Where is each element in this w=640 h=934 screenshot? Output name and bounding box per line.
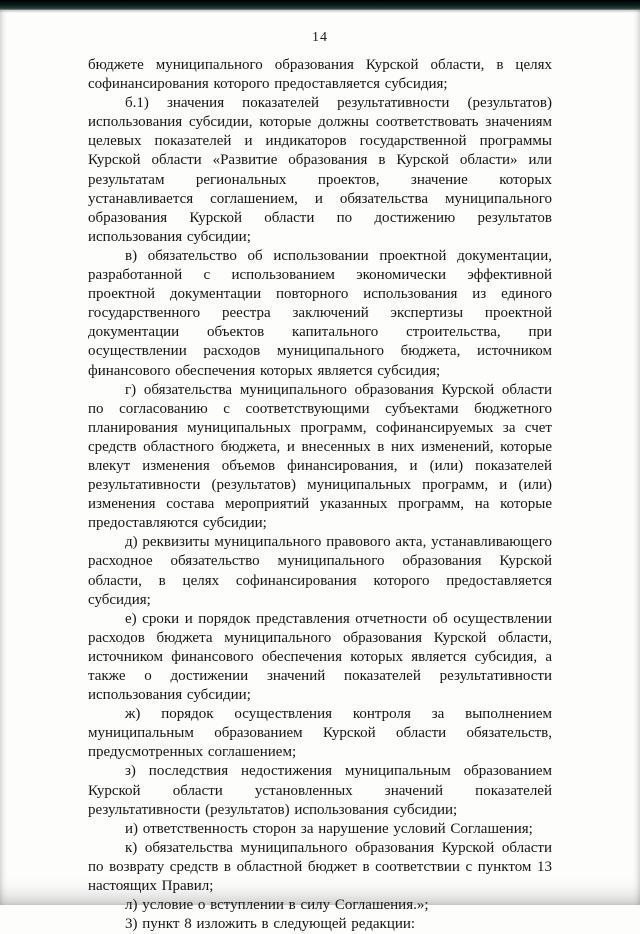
paragraph-item-3: 3) пункт 8 изложить в следующей редакции: bbox=[125, 916, 416, 933]
scan-edge-artifact bbox=[0, 0, 640, 10]
paragraph-item-z: з) последствия недостижения муниципальным образованием Курской области установленных значений показателей результативности (результатов) использования субсидии; bbox=[88, 763, 552, 818]
paragraph-item-d: д) реквизиты муниципального правового акта, устанавливающего расходное обязательство муниципального образования Курской области, в целях софинансирования которого предоставляется субсидия; bbox=[88, 534, 552, 608]
paragraph-item-k: к) обязательства муниципального образования Курской области по возврату средств в областной бюджет в соответствии с пунктом 13 настоящих Правил; bbox=[88, 839, 552, 895]
paragraph-item-zh: ж) порядок осуществления контроля за выполнением муниципальным образованием Курской области обязательств, предусмотренных соглашением; bbox=[88, 706, 552, 761]
paragraph-item-g: г) обязательства муниципального образования Курской области по согласованию с соответствующими субъектами бюджетного планирования муниципальных программ, софинансируемых за счет средств областного бюджета, и внесенных в них изменений, которые влекут изменения объемов финансирования, и (или) показателей результативности (результатов) муниципальных программ, и (или) изменения состава мероприятий указанных программ, на которые предоставляются субсидии; bbox=[88, 381, 552, 532]
document-text bbox=[88, 56, 552, 934]
paragraph-item-v: в) обязательство об использовании проектной документации, разработанной с использованием экономически эффективной проектной документации повторного использования из единого государственного реестра заключений экспертизы проектной документации объектов капитального строительства, при осуществлении расходов муниципального бюджета, источником финансового обеспечения которых является субсидия; bbox=[88, 247, 552, 379]
paragraph-item-e: е) сроки и порядок представления отчетности об осуществлении расходов бюджета муниципального образования Курской области, источником финансового обеспечения которых является субсидия, а также о достижении значений показателей результативности использования субсидии; bbox=[88, 610, 552, 704]
paragraph-item-l: л) условие о вступлении в силу Соглашения.»; bbox=[125, 897, 429, 914]
paragraph-item-i: и) ответственность сторон за нарушение условий Соглашения; bbox=[125, 820, 533, 837]
page-number: 14 bbox=[312, 30, 328, 45]
paragraph-item-b1: б.1) значения показателей результативности (результатов) использования субсидии, которые должны соответствовать значениям целевых показателей и индикаторов государственной программы Курской области «Развитие образования в Курской области» или результатам региональных проектов, значение которых устанавливается соглашением, и обязательства муниципального образования Курской области по достижению результатов использования субсидии; bbox=[88, 95, 552, 245]
paragraph-continuation: бюджете муниципального образования Курской области, в целях софинансирования которого предоставляется субсидия; bbox=[88, 57, 552, 93]
